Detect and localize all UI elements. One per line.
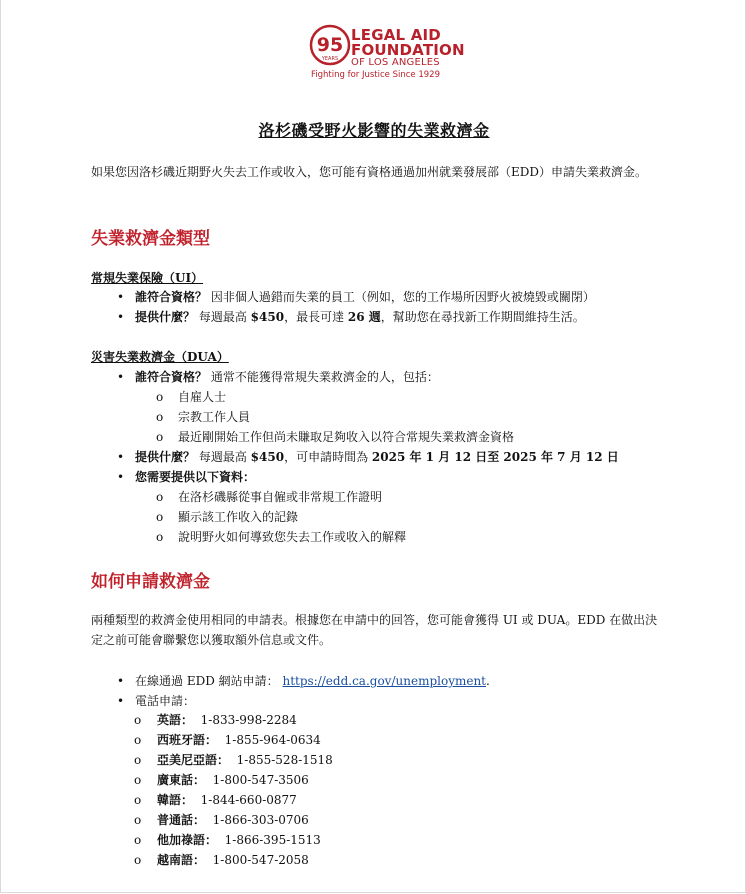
sub-bullet-icon: o: [134, 773, 142, 787]
dua-heading: 災害失業救濟金（DUA）: [91, 350, 229, 364]
sub-bullet-icon: o: [156, 410, 164, 424]
sub-bullet-icon: o: [134, 853, 142, 867]
phone-language: 普通話：: [157, 813, 206, 827]
phone-item: [157, 732, 321, 748]
phone-language: 越南語：: [157, 853, 206, 867]
dua-provide-dates: 2025 年 1 月 12 日至 2025 年 7 月 12 日: [371, 450, 619, 464]
dua-eligibility-label: 誰符合資格？: [135, 370, 208, 384]
phone-item: [157, 752, 333, 768]
bullet-icon: •: [117, 370, 125, 384]
online-apply-end: .: [486, 674, 490, 688]
bullet-icon: •: [117, 290, 125, 304]
phone-language: 西班牙語：: [157, 733, 218, 747]
dua-provide-amount: $450: [250, 450, 285, 464]
sub-bullet-icon: o: [134, 713, 142, 727]
dua-eligibility-sub-item: 自雇人士: [178, 390, 227, 404]
dua-provide-label: 提供什麼？: [135, 450, 196, 464]
sub-bullet-icon: o: [156, 510, 164, 524]
sub-bullet-icon: o: [134, 813, 142, 827]
phone-number: 1-800-547-3506: [205, 773, 309, 787]
ui-eligibility-label: 誰符合資格？: [135, 290, 208, 304]
ui-provide-text-c: ，幫助您在尋找新工作期間維持生活。: [380, 310, 585, 324]
intro-paragraph: 如果您因洛杉磯近期野火失去工作或收入，您可能有資格通過加州就業發展部（EDD）申請失業救濟金。: [91, 165, 648, 179]
phone-number: 1-866-303-0706: [205, 813, 309, 827]
sub-bullet-icon: o: [134, 753, 142, 767]
svg-text:YEARS: YEARS: [321, 56, 339, 62]
ui-provide-amount: $450: [250, 310, 285, 324]
ui-provide-label: 提供什麼？: [135, 310, 196, 324]
sub-bullet-icon: o: [134, 733, 142, 747]
sub-bullet-icon: o: [134, 793, 142, 807]
dua-provide-item: [135, 449, 619, 465]
legal-aid-logo: [309, 24, 465, 82]
ui-heading: 常規失業保險（UI）: [91, 271, 204, 285]
ui-eligibility-item: [135, 289, 595, 305]
apply-paragraph: 兩種類型的救濟金使用相同的申請表。根據您在申請中的回答，您可能會獲得 UI 或 DUA。EDD 在做出決定之前可能會聯繫您以獲取額外信息或文件。: [91, 613, 658, 647]
phone-apply-label: 電話申請：: [135, 694, 196, 708]
dua-eligibility-text: 通常不能獲得常規失業救濟金的人，包括：: [210, 370, 439, 384]
phone-language: 英語：: [157, 713, 194, 727]
phone-item: [157, 712, 297, 728]
ui-eligibility-text: 因非個人過錯而失業的員工（例如，您的工作場所因野火被燒毀或關閉）: [210, 290, 595, 304]
edd-website-link[interactable]: https://edd.ca.gov/unemployment: [282, 674, 486, 688]
phone-item: [157, 832, 321, 848]
dua-need-sub-item: 說明野火如何導致您失去工作或收入的解釋: [178, 530, 407, 544]
dua-need-sub-item: 在洛杉磯縣從事自僱或非常規工作證明: [178, 490, 383, 504]
section-heading-apply: 如何申請救濟金: [91, 572, 210, 592]
ui-provide-text-b: ，最長可達: [284, 310, 348, 324]
dua-provide-text-a: 每週最高: [198, 450, 251, 464]
sub-bullet-icon: o: [134, 833, 142, 847]
phone-number: 1-855-528-1518: [229, 753, 333, 767]
logo-line-1: LEGAL AID: [351, 26, 441, 44]
svg-text:95: 95: [316, 34, 344, 56]
phone-number: 1-800-547-2058: [205, 853, 309, 867]
phone-language: 亞美尼亞語：: [157, 753, 230, 767]
sub-bullet-icon: o: [156, 430, 164, 444]
dua-provide-text-b: ，可申請時間為: [284, 450, 372, 464]
ui-provide-weeks: 26 週: [347, 310, 381, 324]
dua-eligibility-sub-item: 最近剛開始工作但尚未賺取足夠收入以符合常規失業救濟金資格: [178, 430, 515, 444]
section-heading-types: 失業救濟金類型: [91, 229, 210, 249]
phone-item: [157, 852, 309, 868]
dua-eligibility-item: [135, 369, 439, 385]
dua-need-sub-item: 顯示該工作收入的記錄: [178, 510, 299, 524]
sub-bullet-icon: o: [156, 490, 164, 504]
phone-language: 廣東話：: [157, 773, 206, 787]
bullet-icon: •: [117, 310, 125, 324]
document-title: 洛杉磯受野火影響的失業救濟金: [258, 121, 490, 140]
phone-number: 1-866-395-1513: [217, 833, 321, 847]
phone-language: 韓語：: [157, 793, 194, 807]
logo-line-2: FOUNDATION: [351, 41, 465, 59]
phone-item: [157, 792, 297, 808]
bullet-icon: •: [117, 674, 125, 688]
phone-item: [157, 772, 309, 788]
anniversary-seal-icon: [309, 24, 351, 66]
bullet-icon: •: [117, 470, 125, 484]
ui-provide-item: [135, 309, 585, 325]
phone-item: [157, 812, 309, 828]
bullet-icon: •: [117, 450, 125, 464]
online-apply-text: 在線通過 EDD 網站申請：: [135, 674, 279, 688]
logo-line-3: OF LOS ANGELES: [351, 57, 440, 68]
dua-need-label: 您需要提供以下資料：: [135, 470, 256, 484]
phone-number: 1-833-998-2284: [193, 713, 297, 727]
phone-number: 1-855-964-0634: [217, 733, 321, 747]
sub-bullet-icon: o: [156, 530, 164, 544]
bullet-icon: •: [117, 694, 125, 708]
phone-number: 1-844-660-0877: [193, 793, 297, 807]
online-apply-item: [135, 673, 490, 689]
ui-provide-text-a: 每週最高: [198, 310, 251, 324]
sub-bullet-icon: o: [156, 390, 164, 404]
dua-eligibility-sub-item: 宗教工作人員: [178, 410, 251, 424]
logo-tagline: Fighting for Justice Since 1929: [311, 70, 440, 80]
phone-language: 他加祿語：: [157, 833, 218, 847]
